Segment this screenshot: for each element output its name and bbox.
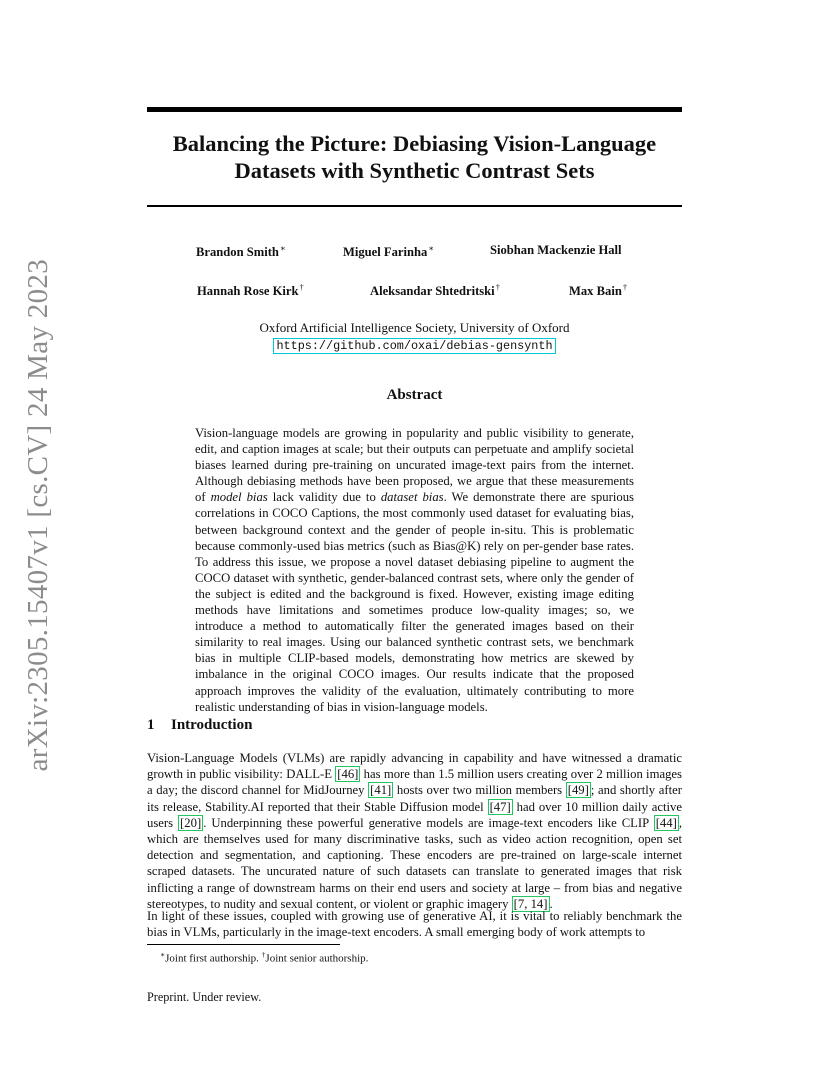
body-text: Vision-Language Models (VLMs) are rapidly advancing in capability and have witnessed a dramatic growth in public visibility: DALL-E — [147, 751, 682, 782]
arxiv-stamp-text: arXiv:2305.15407v1 [cs.CV] 24 May 2023 — [21, 258, 54, 772]
footnote-text: Joint senior authorship. — [265, 952, 369, 965]
github-link[interactable]: https://github.com/oxai/debias-gensynth — [273, 338, 555, 354]
footnote-text: Joint first authorship. — [165, 952, 259, 965]
paper-title: Balancing the Picture: Debiasing Vision-Language Datasets with Synthetic Contrast Sets — [172, 131, 657, 183]
section-title: Introduction — [171, 717, 253, 733]
arxiv-sidebar-stamp — [18, 258, 58, 772]
author-5 — [370, 282, 500, 299]
affiliation: Oxford Artificial Intelligence Society, University of Oxford — [259, 320, 570, 335]
body-text: has more than 1.5 million users creating over 2 million images a day; the discord channel for MidJourney — [147, 767, 682, 798]
citation-link[interactable]: [20] — [180, 815, 202, 830]
body-text: hosts over two million members — [393, 783, 566, 798]
intro-paragraph-1 — [147, 750, 682, 912]
author-mark: † — [299, 282, 304, 292]
abstract-text: . We demonstrate there are spurious correlations in COCO Captions, the most commonly used dataset for evaluating bias, between background context and the gender of people in-situ. This is problematic because commonly-used bias metrics (such as Bias@K) rely on per-gender base rates. To address this issue, we propose a novel dataset debiasing pipeline to augment the COCO dataset with synthetic, gender-balanced contrast sets, where only the gender of the subject is edited and the background is fixed. However, existing image editing methods have limitations and sometimes produce low-quality images; so, we introduce a method to automatically filter the generated images based on their similarity to real images. Using our balanced synthetic contrast sets, we benchmark bias in multiple CLIP-based models, demonstrating how metrics are skewed by imbalance in the original COCO images. Our results indicate that the proposed approach improves the validity of the evaluation, ultimately contributing to more realistic understanding of bias in vision-language models. — [195, 490, 634, 714]
section-heading-introduction — [147, 717, 252, 734]
author-name: Hannah Rose Kirk — [197, 284, 299, 299]
body-text: ; and shortly after its release, Stability.AI reported that their Stable Diffusion model — [147, 783, 682, 814]
author-4 — [197, 282, 304, 299]
author-name: Miguel Farinha — [343, 245, 428, 260]
body-text: had over 10 million daily active users — [147, 799, 682, 830]
author-mark: † — [622, 282, 628, 292]
section-number: 1 — [147, 717, 155, 733]
citation-link[interactable]: [41] — [370, 783, 392, 798]
preprint-notice: Preprint. Under review. — [147, 990, 262, 1004]
abstract-text: lack validity due to — [267, 490, 381, 505]
footnote — [160, 950, 368, 965]
author-6 — [569, 282, 627, 299]
citation-link[interactable]: [46] — [337, 767, 359, 782]
affiliation-block — [147, 319, 682, 354]
author-mark: ∗ — [428, 243, 435, 253]
body-text: , which are themselves used for many discriminative tasks, such as video action recognition, open set detection and segmentation, and captioning. These encoders are pre-trained on large-scale internet scraped datasets. The uncurated nature of such datasets can translate to generated images that risk inflicting a range of downstream harms on their end users and society at large – from bias and negative stereotypes, to nudity and sexual content, or violent or graphic imagery — [147, 815, 682, 911]
author-mark: † — [495, 282, 500, 292]
footnote-rule — [147, 944, 340, 945]
footnote-mark: † — [261, 950, 266, 959]
citation-link[interactable]: [7, 14] — [513, 896, 548, 911]
author-name: Max Bain — [569, 284, 622, 299]
author-mark: ∗ — [279, 243, 286, 253]
author-name: Brandon Smith — [196, 245, 279, 260]
abstract-emphasis: dataset bias — [380, 490, 444, 505]
abstract-heading: Abstract — [386, 387, 443, 403]
abstract-body — [195, 425, 634, 715]
title-rule-bottom — [147, 205, 682, 207]
citation-link[interactable]: [47] — [489, 799, 511, 814]
abstract-emphasis: model bias — [210, 490, 268, 505]
author-3 — [490, 243, 622, 258]
footnote-mark: ∗ — [160, 950, 166, 959]
title-rule-top — [147, 107, 682, 112]
citation-link[interactable]: [44] — [655, 815, 677, 830]
author-2 — [343, 243, 434, 260]
author-1 — [196, 243, 286, 260]
body-text: . — [549, 896, 553, 911]
abstract-text: Vision-language models are growing in popularity and public visibility to generate, edit, and caption images at scale; but their outputs can perpetuate and amplify societal biases learned during pre-training on uncurated image-text pairs from the internet. Although debiasing methods have been proposed, we argue that these measurements of — [195, 426, 634, 505]
body-text: . Underpinning these powerful generative models are image-text encoders like CLIP — [203, 815, 654, 830]
intro-paragraph-2: In light of these issues, coupled with growing use of generative AI, it is vital to reliably benchmark the bias in VLMs, particularly in the image-text encoders. A small emerging body of work attempts to — [147, 909, 682, 940]
author-name: Aleksandar Shtedritski — [370, 284, 495, 299]
citation-link[interactable]: [49] — [567, 783, 589, 798]
author-name: Siobhan Mackenzie Hall — [490, 243, 622, 257]
